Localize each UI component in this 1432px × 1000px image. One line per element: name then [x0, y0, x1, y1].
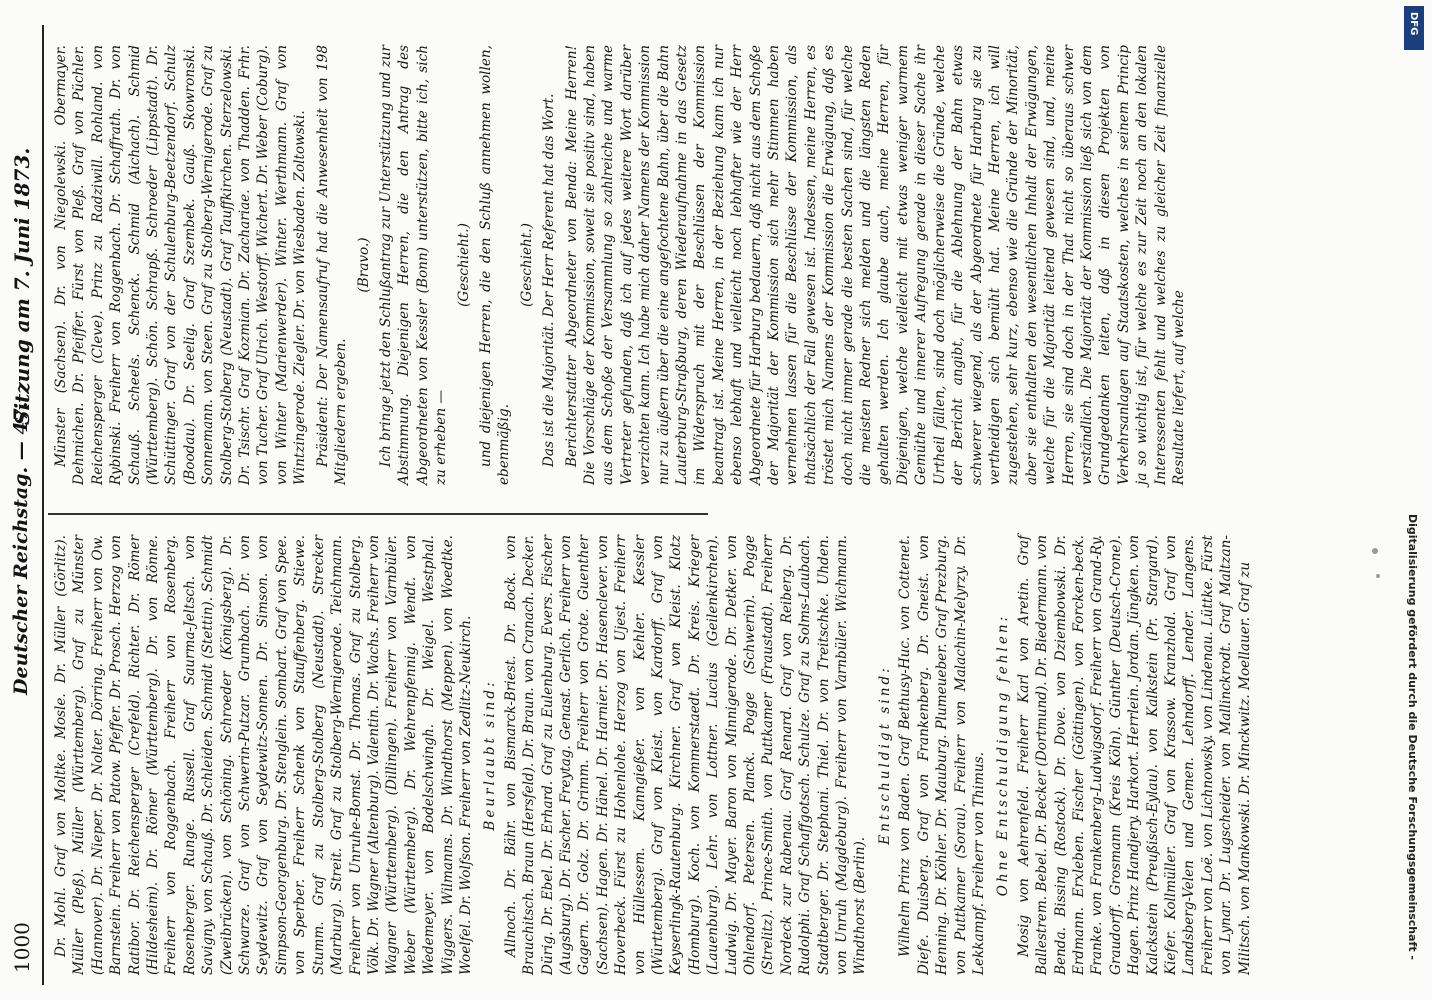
digitization-credit-text: Digitalisierung gefördert durch die Deutsche Forschungsgemeinschaft - — [1406, 513, 1419, 960]
column-divider — [48, 513, 708, 515]
schluss-vote: und diejenigen Herren, die den Schluß annehmen wollen, ebenmäßig. — [477, 45, 513, 485]
digitization-credit — [1405, 40, 1425, 960]
section-entschuldigt-heading: Entschuldigt sind: — [876, 665, 893, 845]
rotated-newspaper-page — [0, 25, 1395, 985]
left-column — [52, 535, 1253, 975]
dfg-logo-text: DFG — [1408, 12, 1419, 36]
geschieht-note-2: (Geschieht.) — [518, 223, 535, 307]
president-motion: Ich bringe jetzt den Schlußantrag zur Unterstützung und zur Abstimmung. Diejenigen Herren, die den Antrag des Abgeordneten von Kessler (Bonn) unterstützen, bitte ich, sich zu erheben — — [377, 45, 450, 485]
right-column — [52, 45, 1187, 485]
scan-speck — [1372, 548, 1378, 554]
header-rule — [42, 25, 44, 985]
scan-speck — [1376, 574, 1380, 578]
president-count: Präsident: Der Namensaufruf hat die Anwesenheit von 198 Mitgliedern ergeben. — [314, 45, 350, 485]
ohne-list: Mosig von Aehrenfeld. Freiherr Karl von Aretin. Graf Ballestrem. Bebel. Dr. Becker (Dortmund). Dr. Biedermann. von Benda. Bissing (Rostock). Dr. Dove. von Dziembowski. Dr. Erdmann. Erxleben. Fischer (Göttingen). von Forcken-beck. Franke. von Frankenberg-Ludwigsdorf. Freiherr von Grand-Ry. Graudorff. Grosmann (Kreis Köln). Günther (Deutsch-Crone). Hagen. Prinz Handjery. Harkort. Herrlein. Jordan. Jüngken. von Kalckstein (Preußisch-Eylau). von Kalkstein (Pr. Stargard). Kiefer. Kollmüller. Graf von Krassow. Kranzhold. Graf von Landsberg-Velen und Gemen. Lehndorff. Lender. Langens. Freiherr von Loë. von Lichnowsky. von Lindenau. Lüttke. Fürst von Lynar. Dr. Lugscheider. von Mallinckrodt. Graf Maltzan-Militsch. von Mankowski. Dr. Minckwitz. Moellauer. Graf zu — [1015, 535, 1253, 975]
page-number: 1000 — [10, 922, 34, 973]
beurlaubt-list: Allnoch. Dr. Bähr. von Bismarck-Briest. Dr. Bock. von Brauchitsch. Braun (Hersfeld). Dr. Braun. von Cranach. Decker. Dürig. Dr. Ebel. Dr. Erhard. Graf zu Eulenburg. Evers. Fischer (Augsburg). Dr. Fischer. Freytag. Genast. Gerlich. Freiherr von Gagern. Dr. Golz. Dr. Grimm. Freiherr von Grote. Guenther (Sachsen). Hagen. Dr. Hänel. Dr. Harnier. Dr. Hasenclever. von Hoverbeck. Fürst zu Hohenlohe. Herzog von Ujest. Freiherr von Hüllessem. Kanngießer. von Kehler. Kessler (Württemberg). Graf von Kleist. von Kardorff. Graf von Keyserlingk-Rautenburg. Kirchner. Graf von Kleist. Klotz (Homburg). Koch. von Kommerstaedt. Dr. Kreis. Krieger (Lauenburg). Lehr. von Lottner. Lucius (Geilenkirchen). Ludwig. Dr. Mayer. Baron von Minnigerode. Dr. Detker. von Ohlendorf. Petersen. Planck. Pogge (Schwerin). Pogge (Strelitz). Prince-Smith. von Puttkamer (Fraustadt). Freiherr Nordeck zur Rabenau. Graf Renard. Graf von Reiberg. Dr. Rudolphi. Graf Schaffgotsch. Schulze. Graf zu Solms-Laubach. Stadtberger. Dr. Stephani. Thiel. Dr. von Treitschke. Uhden. von Unruh (Magdeburg). Freiherr von Varnbüler. Wichmann. Windthorst (Berlin). — [502, 535, 869, 975]
entschuldigt-list: Wilhelm Prinz von Baden. Graf Bethusy-Huc. von Cottenet. Diefe. Duisberg. Graf von Frankenberg. Dr. Gneist. von Henning. Dr. Köhler. Dr. Mauburg. Plumeueber. Graf Prezburg. von Puttkamer (Sorau). Freiherr von Malachin-Melyrzy. Dr. Lekkampf. Freiherr von Thimus. — [897, 535, 987, 975]
majority-statement: Das ist die Majorität. Der Herr Referent hat das Wort. — [541, 93, 558, 467]
page-header — [0, 25, 40, 985]
section-beurlaubt-heading: Beurlaubt sind: — [482, 679, 499, 831]
left-running-title: Deutscher Reichstag. — 47. — [10, 401, 32, 695]
left-member-list: Dr. Mohl. Graf von Moltke. Mosle. Dr. Müller (Görlitz). Müller (Pleß). Müller (Württemberg). Graf zu Münster (Hannover). Dr. Nieper. Dr. Nolter. Dörring. Freiherr von Ow. Barnstein. Freiherr von Patow. Pfeffer. Dr. Prosch. Herzog von Ratibor. Dr. Reichensperger (Crefeld). Richter. Dr. Römer (Hildesheim). Dr. Römer (Württemberg). Dr. von Rönne. Freiherr von Roggenbach. Freiherr von Rosenberg. Rosenberger. Runge. Russell. Graf Saurma-Jeltsch. von Savigny. von Schauß. Dr. Schleiden. Schmidt (Stettin). Schmidt (Zweibrücken). von Schöning. Schroeder (Königsberg). Dr. Schwarze. Graf von Schwerin-Putzar. Grumbach. Dr. von Seydewitz. Graf von Seydewitz-Sonnen. Dr. Simson. von Simpson-Georgenburg. Dr. Stenglein. Sombart. Graf von Spee. von Sperber. Freiherr Schenk von Stauffenberg. Stiewe. Stumm. Graf zu Stolberg-Stolberg (Neustadt). Strecker (Marburg). Streit. Graf zu Stolberg-Wernigerode. Teichmann. Freiherr von Unruhe-Bomst. Dr. Thomas. Graf zu Stolberg. Völk. Dr. Wagner (Altenburg). Valentin. Dr. Wachs. Freiherr von Wagner (Württemberg). (Dillingen). Freiherr von Varnbüler. Weber (Württemberg). Dr. Wehrenpfennig. Wendt. von Wedemeyer. von Bodelschwingh. Dr. Weigel. Westphal. Wiggers. Wilmanns. Dr. Windthorst (Meppen). von Woedtke. Woelfel. Dr. Wolfson. Freiherr von Zedlitz-Neukirch. — [53, 535, 474, 975]
benda-speech: Berichterstatter Abgeordneter von Benda: Meine Herren! Die Vorschläge der Kommission, soweit sie positiv sind, haben aus dem Schoße der Versammlung so zahlreiche und warme Vertreter gefunden, daß ich auf jedes weitere Wort darüber verzichten kann. Ich habe mich daher Namens der Kommission nur zu äußern über die eine angefochtene Bahn, über die Bahn Lauterburg-Straßburg, deren Wiederaufnahme in das Gesetz im Widerspruch mit der Beschlüssen der Kommission beantragt ist. Meine Herren, in der Beziehung kann ich nur ebenso lebhaft und vielleicht noch lebhafter wie der Herr Abgeordnete für Harburg bedauern, daß nicht aus dem Schoße der Majorität der Kommission sich mehr Stimmen haben vernehmen lassen für die Beschlüsse der Kommission, als thatsächlich der Fall gewesen ist. Indessen, meine Herren, es tröstet mich Namens der Kommission die Erwägung, daß es doch nicht immer gerade die besten Sachen sind, für welche die meisten Redner sich melden und die längsten Reden gehalten werden. Ich glaube auch, meine Herren, für Diejenigen, welche vielleicht mit etwas weniger warmem Gemüthe und innerer Aufregung gerade in dieser Sache ihr Urtheil fällen, sind doch möglicherweise die Gründe, welche der Bericht angibt, für die Ablehnung der Bahn etwas schwerer wiegend, als der Abgeordnete für Harburg sie zu vertheidigen sich bemüht hat. Meine Herren, ich will zugestehen, sehr kurz, ebenso wie die Gründe der Minorität, aber sie enthalten den wesentlichen Inhalt der Erwägungen, welche für die Majorität leitend gewesen sind, und, meine Herren, sie sind doch in der That nicht so überaus schwer verständlich. Die Majorität der Kommission ließ sich von dem Grundgedanken leiten, daß in diesen Projekten von Verkehrsanlagen auf Staatskosten, welches in seinem Princip ja so wichtig ist, für welche es zur Zeit noch an den lokalen Interessenten fehlt und welches zu gleicher Zeit finanzielle Resultate liefert, auf welche — [563, 45, 1187, 485]
geschieht-note-1: (Geschieht.) — [455, 223, 472, 307]
bravo-note: (Bravo.) — [355, 237, 372, 293]
right-member-list: Münster (Sachsen). Dr. von Niegolewski. Obermayer. Dehmichen. Dr. Pfeiffer. Fürst von Pleß. Graf von Püchler. Reichensperger (Cleve). Prinz zu Radziwill. Rohland. von Rybinski. Freiherr von Roggenbach. Dr. Schaffrath. Dr. von Schauß. Scheels. Schenck. Schmid (Aichach). Schmid (Württemberg). Schön. Schrapß. Schroeder (Lippstadt). Dr. Schüttinger. Graf von der Schulenburg-Beetzendorf. Schulz (Boodau). Dr. Seelig. Graf Szembek. Gauß. Skowronski. Sonnemann. von Steen. Graf zu Stolberg-Wernigerode. Graf zu Stolberg-Stolberg (Neustadt). Graf Tauffkirchen. Sterzelowski. Dr. Tsischr. Graf Kozmian. Dr. Zachariae. von Thadden. Frhr. von Tucher. Graf Ulrich. Westorff. Wichert. Dr. Weber (Coburg). von Winter (Marienwerder). Winter. Werthmann. Graf von Wintzingerode. Ziegler. Dr. von Wiesbaden. Zoltowski. — [53, 45, 309, 485]
right-running-title: Sitzung am 7. Juni 1873. — [10, 147, 34, 425]
section-ohne-heading: Ohne Entschuldigung fehlen: — [995, 613, 1012, 897]
